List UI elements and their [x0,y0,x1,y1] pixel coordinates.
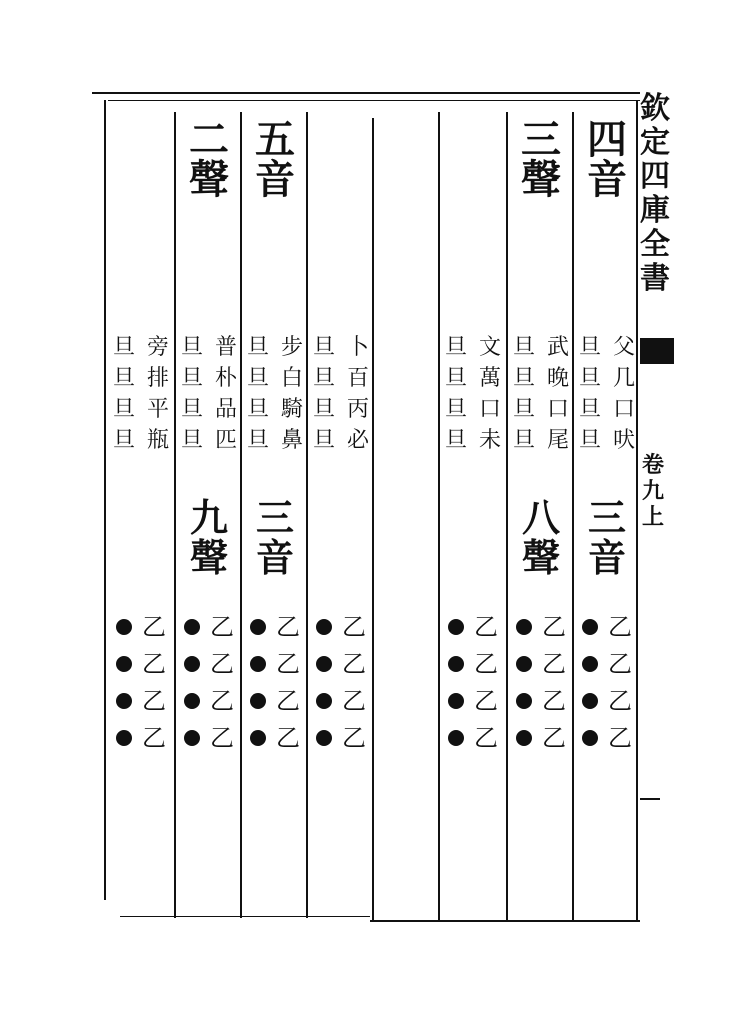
yi-glyph: 乙 [142,612,166,641]
dot-row [508,608,574,645]
yi-glyph: 乙 [608,686,632,715]
column-1 [574,100,640,920]
syllable-rows [242,332,308,456]
syllable-row: 旦 必 [312,428,369,453]
column-7 [176,100,242,920]
dot-row [108,608,174,645]
yi-glyph: 乙 [210,723,234,752]
dot-row [440,645,506,682]
column-2 [508,100,574,920]
yi-glyph: 乙 [276,612,300,641]
syllable-rows [108,332,174,456]
dot-row [176,719,242,756]
dot-row [242,719,308,756]
dot-row [176,645,242,682]
dot-row [242,645,308,682]
yi-glyph: 乙 [342,723,366,752]
syllable-row: 旦 武 [512,335,569,360]
syllable-row: 旦 白 [246,366,303,391]
dot-row [574,645,640,682]
column-heading: 三 聲 [521,116,561,203]
dot-row [176,682,242,719]
syllable-row: 旦 卜 [312,335,369,360]
yi-glyph: 乙 [276,686,300,715]
dot-block [242,608,308,756]
syllable-row: 旦 普 [180,335,237,360]
dot-row [242,608,308,645]
syllable-row: 旦 旁 [112,335,169,360]
syllable-row: 旦 未 [444,428,501,453]
filled-circle-mark [184,693,200,709]
syllable-rows [508,332,574,456]
yi-glyph: 乙 [542,686,566,715]
dot-block [176,608,242,756]
dot-block [308,608,374,756]
filled-circle-mark [316,619,332,635]
yi-glyph: 乙 [542,723,566,752]
filled-circle-mark [116,730,132,746]
syllable-row: 旦 尾 [512,428,569,453]
dot-row [440,608,506,645]
filled-circle-mark [316,693,332,709]
syllable-row: 旦 丙 [312,397,369,422]
column-subheading: 三 音 [587,495,626,580]
filled-circle-mark [250,730,266,746]
column-8 [108,100,174,920]
yi-glyph: 乙 [474,612,498,641]
filled-circle-mark [250,693,266,709]
syllable-row: 旦 口 [578,397,635,422]
column-6 [242,100,308,920]
yi-glyph: 乙 [210,612,234,641]
dot-row [108,682,174,719]
filled-circle-mark [184,656,200,672]
filled-circle-mark [116,619,132,635]
dot-row [574,608,640,645]
syllable-row: 旦 平 [112,397,169,422]
syllable-rows [440,332,506,456]
dot-block [574,608,640,756]
yi-glyph: 乙 [142,686,166,715]
dot-row [574,719,640,756]
syllable-row: 旦 瓶 [112,428,169,453]
dot-row [574,682,640,719]
yi-glyph: 乙 [542,649,566,678]
syllable-rows [308,332,374,456]
yi-glyph: 乙 [342,649,366,678]
dot-row [440,682,506,719]
dot-row [242,682,308,719]
dot-row [108,719,174,756]
syllable-row: 旦 排 [112,366,169,391]
dot-row [508,719,574,756]
filled-circle-mark [448,656,464,672]
margin-volume-label: 卷 九 上 [641,452,664,530]
syllable-row: 旦 騎 [246,397,303,422]
syllable-row: 旦 几 [578,366,635,391]
column-3 [440,100,506,920]
dot-block [108,608,174,756]
margin-fishtail-mark [640,338,674,364]
column-subheading: 九 聲 [189,495,228,580]
top-border [92,92,640,94]
syllable-row: 旦 萬 [444,366,501,391]
syllable-row: 旦 口 [512,397,569,422]
filled-circle-mark [316,730,332,746]
yi-glyph: 乙 [342,612,366,641]
dot-block [440,608,506,756]
dot-row [508,645,574,682]
dot-row [440,719,506,756]
yi-glyph: 乙 [142,649,166,678]
column-subheading: 八 聲 [521,495,560,580]
filled-circle-mark [448,693,464,709]
syllable-row: 旦 步 [246,335,303,360]
filled-circle-mark [316,656,332,672]
syllable-rows [574,332,640,456]
yi-glyph: 乙 [342,686,366,715]
filled-circle-mark [516,730,532,746]
yi-glyph: 乙 [142,723,166,752]
column-heading: 二 聲 [189,116,229,203]
filled-circle-mark [516,656,532,672]
column-5 [308,100,374,920]
filled-circle-mark [250,656,266,672]
column-heading: 五 音 [255,116,295,203]
filled-circle-mark [582,619,598,635]
filled-circle-mark [184,730,200,746]
yi-glyph: 乙 [608,723,632,752]
dot-row [308,608,374,645]
syllable-row: 旦 文 [444,335,501,360]
yi-glyph: 乙 [276,649,300,678]
filled-circle-mark [116,693,132,709]
yi-glyph: 乙 [210,649,234,678]
yi-glyph: 乙 [474,723,498,752]
margin-book-title: 欽 定 四 庫 全 書 [640,91,670,296]
syllable-row: 旦 父 [578,335,635,360]
filled-circle-mark [516,693,532,709]
filled-circle-mark [184,619,200,635]
syllable-row: 旦 吠 [578,428,635,453]
dot-row [308,719,374,756]
column-heading: 四 音 [587,116,627,203]
filled-circle-mark [250,619,266,635]
syllable-row: 旦 匹 [180,428,237,453]
yi-glyph: 乙 [608,649,632,678]
dot-row [308,645,374,682]
yi-glyph: 乙 [474,686,498,715]
filled-circle-mark [582,693,598,709]
filled-circle-mark [448,730,464,746]
dot-row [176,608,242,645]
filled-circle-mark [582,730,598,746]
syllable-row: 旦 品 [180,397,237,422]
syllable-row: 旦 百 [312,366,369,391]
bottom-border [370,920,640,922]
syllable-row: 旦 朴 [180,366,237,391]
dot-row [108,645,174,682]
column-subheading: 三 音 [255,495,294,580]
filled-circle-mark [448,619,464,635]
yi-glyph: 乙 [276,723,300,752]
yi-glyph: 乙 [608,612,632,641]
fold-line [640,798,660,800]
left-border [104,100,106,900]
syllable-row: 旦 鼻 [246,428,303,453]
filled-circle-mark [116,656,132,672]
dot-block [508,608,574,756]
yi-glyph: 乙 [542,612,566,641]
dot-row [508,682,574,719]
dot-row [308,682,374,719]
yi-glyph: 乙 [474,649,498,678]
syllable-row: 旦 口 [444,397,501,422]
syllable-rows [176,332,242,456]
syllable-row: 旦 晚 [512,366,569,391]
filled-circle-mark [582,656,598,672]
yi-glyph: 乙 [210,686,234,715]
filled-circle-mark [516,619,532,635]
